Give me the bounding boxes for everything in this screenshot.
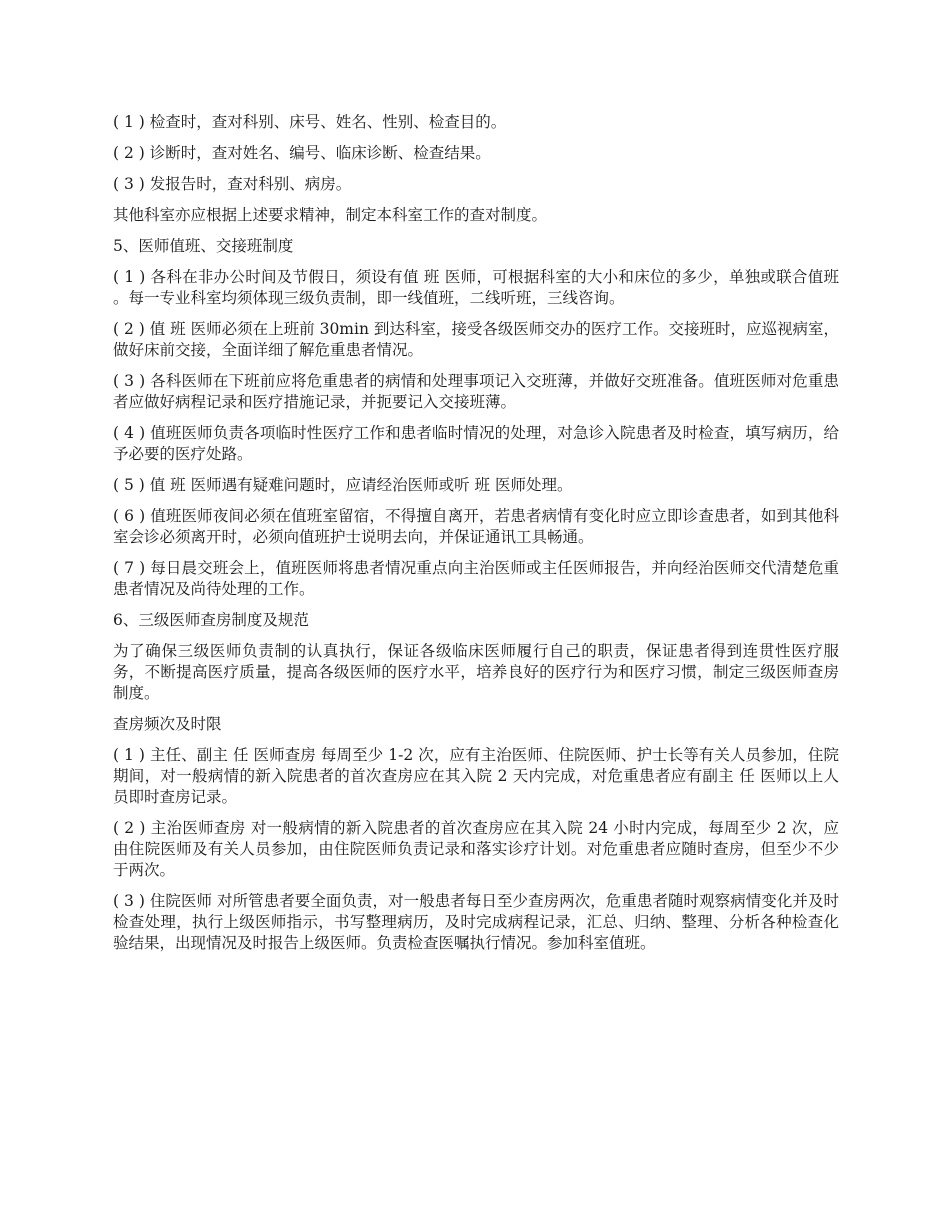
document-body bbox=[113, 112, 839, 964]
paragraph-ward-round-intro: 为了确保三级医师负责制的认真执行，保证各级临床医师履行自己的职责，保证患者得到连贯性医疗服务，不断提高医疗质量，提高各级医师的医疗水平，培养良好的医疗行为和医疗习惯，制定三级医师查房制度。 bbox=[113, 642, 839, 702]
section-heading-5: 5、医师值班、交接班制度 bbox=[113, 237, 294, 255]
paragraph-other-departments: 其他科室亦应根据上述要求精神，制定本科室工作的查对制度。 bbox=[113, 206, 548, 224]
paragraph-round-3: ( 3 ) 住院医师 对所管患者要全面负责，对一般患者每日至少查房两次，危重患者随时观察病情变化并及时检查处理，执行上级医师指示，书写整理病历，及时完成病程记录，汇总、归纳、整理、分析各种检查化验结果，出现情况及时报告上级医师。负责检查医嘱执行情况。参加科室值班。 bbox=[113, 892, 839, 952]
paragraph-duty-4: ( 4 ) 值班医师负责各项临时性医疗工作和患者临时情况的处理，对急诊入院患者及时检查，填写病历，给予必要的医疗处路。 bbox=[113, 424, 839, 463]
subheading-frequency: 查房频次及时限 bbox=[113, 715, 222, 733]
paragraph-duty-5: ( 5 ) 值 班 医师遇有疑难问题时，应请经治医师或听 班 医师处理。 bbox=[113, 476, 573, 494]
paragraph-duty-3: ( 3 ) 各科医师在下班前应将危重患者的病情和处理事项记入交班薄，并做好交班准备。值班医师对危重患者应做好病程记录和医疗措施记录，并扼要记入交接班薄。 bbox=[113, 372, 839, 411]
paragraph-check-3: ( 3 ) 发报告时，查对科别、病房。 bbox=[113, 175, 352, 193]
section-heading-6: 6、三级医师查房制度及规范 bbox=[113, 611, 309, 629]
paragraph-duty-7: ( 7 ) 每日晨交班会上，值班医师将患者情况重点向主治医师或主任医师报告，并向经治医师交代清楚危重患者情况及尚待处理的工作。 bbox=[113, 559, 839, 598]
paragraph-check-2: ( 2 ) 诊断时，查对姓名、编号、临床诊断、检查结果。 bbox=[113, 144, 491, 162]
paragraph-check-1: ( 1 ) 检查时，查对科别、床号、姓名、性别、检查目的。 bbox=[113, 113, 507, 131]
paragraph-round-1: ( 1 ) 主任、副主 任 医师查房 每周至少 1-2 次，应有主治医师、住院医师、护士长等有关人员参加，住院期间，对一般病情的新入院患者的首次查房应在其入院 2 天内完成，对危重患者应有副主 任 医师以上人员即时查房记录。 bbox=[113, 746, 839, 806]
paragraph-round-2: ( 2 ) 主治医师查房 对一般病情的新入院患者的首次查房应在其入院 24 小时内完成，每周至少 2 次，应由住院医师及有关人员参加，由住院医师负责记录和落实诊疗计划。对危重患者应随时查房，但至少不少于两次。 bbox=[113, 819, 839, 879]
paragraph-duty-2: ( 2 ) 值 班 医师必须在上班前 30min 到达科室，接受各级医师交办的医疗工作。交接班时，应巡视病室，做好床前交接，全面详细了解危重患者情况。 bbox=[113, 320, 839, 359]
paragraph-duty-6: ( 6 ) 值班医师夜间必须在值班室留宿，不得擅自离开，若患者病情有变化时应立即诊查患者，如到其他科室会诊必须离开时，必须向值班护士说明去向，并保证通讯工具畅通。 bbox=[113, 507, 839, 546]
paragraph-duty-1: ( 1 ) 各科在非办公时间及节假日，须设有值 班 医师，可根据科室的大小和床位的多少，单独或联合值班 。每一专业科室均须体现三级负责制，即一线值班，二线听班，三线咨询。 bbox=[113, 268, 839, 307]
